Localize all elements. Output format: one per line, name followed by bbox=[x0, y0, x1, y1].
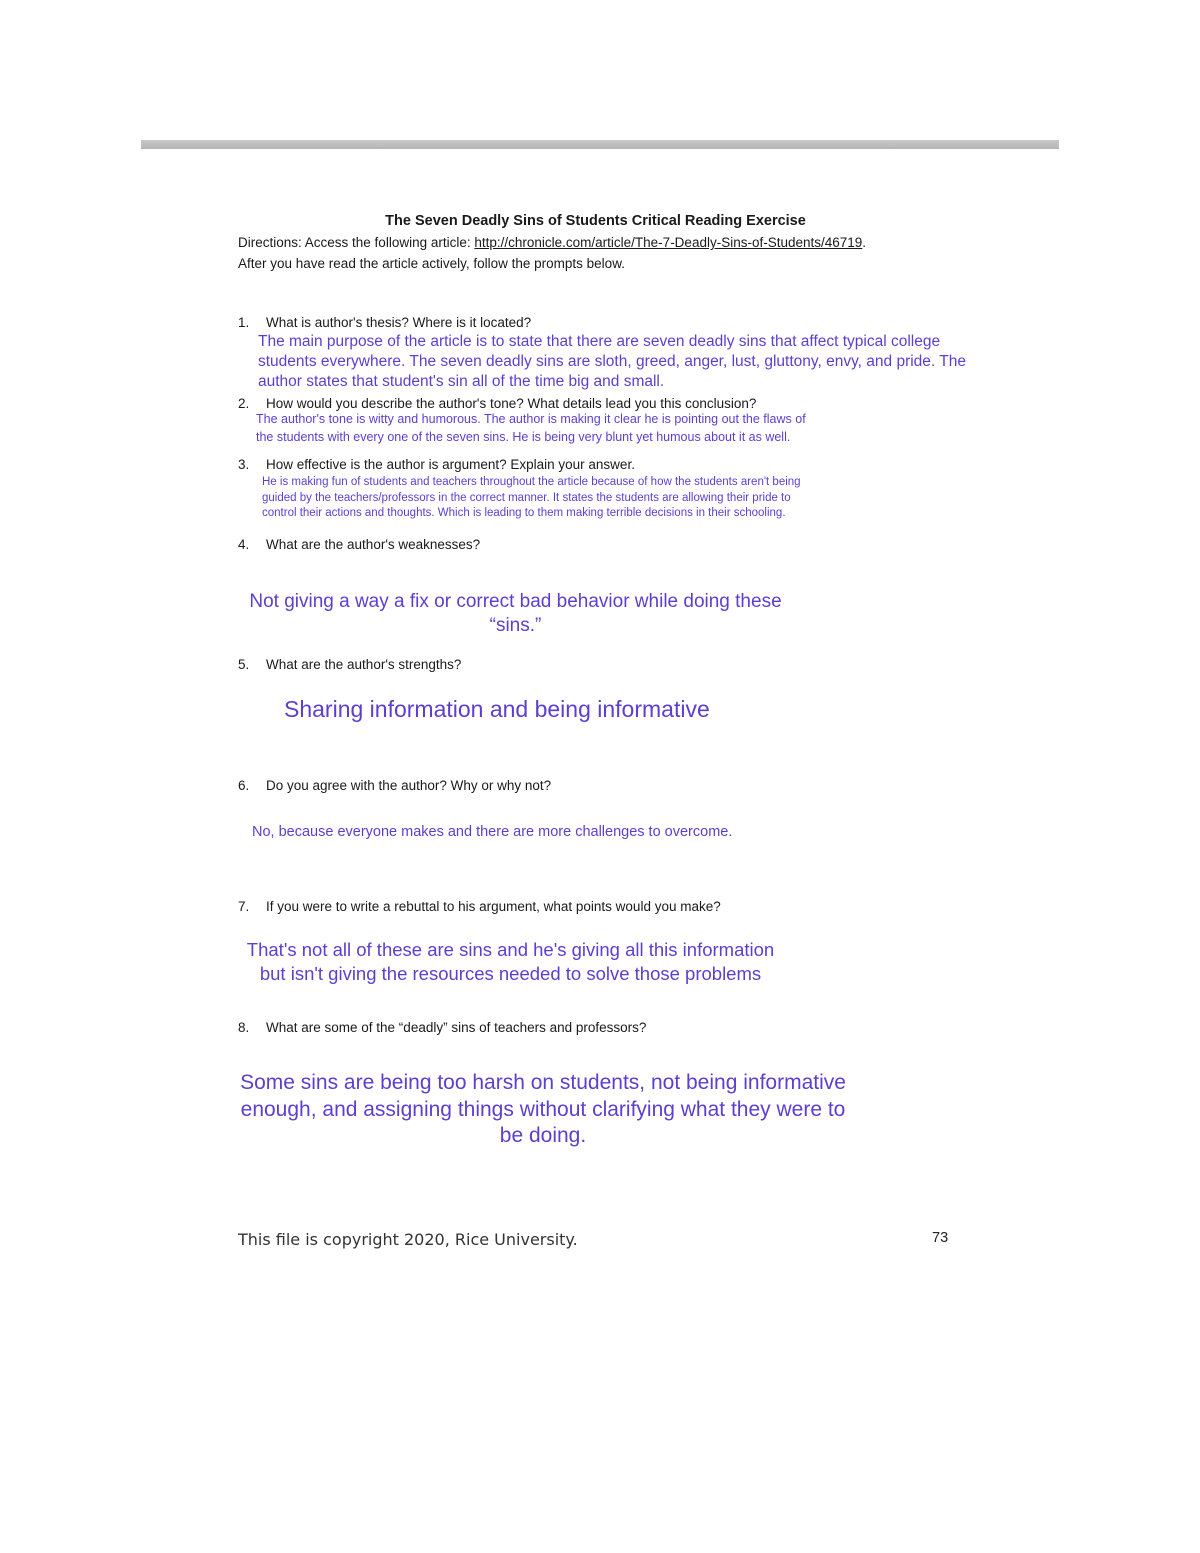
answer-3: He is making fun of students and teachers throughout the article because of how the students aren't being guided by the teachers/professors in the correct manner. It states the students are allowing their pride to control their actions and thoughts. Which is leading to them making terrible decisions in their schooling. bbox=[262, 476, 801, 519]
question-8 bbox=[238, 1020, 646, 1035]
question-6 bbox=[238, 778, 551, 793]
question-number: 5. bbox=[238, 657, 250, 672]
question-text: How would you describe the author's tone? What details lead you this conclusion? bbox=[266, 396, 757, 411]
question-text: If you were to write a rebuttal to his argument, what points would you make? bbox=[266, 899, 721, 914]
answer-1: The main purpose of the article is to state that there are seven deadly sins that affect typical college students everywhere. The seven deadly sins are sloth, greed, anger, lust, gluttony, envy, and pride. The author states that student's sin all of the time big and small. bbox=[258, 333, 966, 390]
question-4 bbox=[238, 537, 480, 552]
top-divider-bar bbox=[141, 140, 1059, 149]
question-text: How effective is the author is argument? Explain your answer. bbox=[266, 457, 635, 472]
answer-6: No, because everyone makes and there are more challenges to overcome. bbox=[252, 824, 733, 840]
copyright-footer: This file is copyright 2020, Rice University. bbox=[238, 1230, 578, 1249]
question-text: What are the author's strengths? bbox=[266, 657, 462, 672]
answer-8: Some sins are being too harsh on students, not being informative enough, and assigning things without clarifying what they were to be doing. bbox=[240, 1071, 846, 1147]
question-5 bbox=[238, 657, 461, 672]
article-link[interactable]: http://chronicle.com/article/The-7-Deadly-Sins-of-Students/46719 bbox=[474, 235, 863, 250]
question-number: 7. bbox=[238, 899, 250, 914]
question-number: 3. bbox=[238, 457, 250, 472]
question-text: What are the author's weaknesses? bbox=[266, 537, 481, 552]
directions-suffix: . bbox=[862, 235, 867, 250]
answer-5: Sharing information and being informative bbox=[284, 696, 710, 722]
question-number: 2. bbox=[238, 396, 250, 411]
document-title: The Seven Deadly Sins of Students Critical Reading Exercise bbox=[385, 213, 806, 229]
question-number: 4. bbox=[238, 537, 250, 552]
question-text: What are some of the “deadly” sins of teachers and professors? bbox=[266, 1020, 647, 1035]
directions-line bbox=[238, 235, 866, 250]
question-number: 6. bbox=[238, 778, 250, 793]
question-text: Do you agree with the author? Why or why not? bbox=[266, 778, 552, 793]
question-7 bbox=[238, 899, 721, 914]
question-number: 8. bbox=[238, 1020, 250, 1035]
page-number: 73 bbox=[932, 1230, 949, 1246]
answer-4: Not giving a way a fix or correct bad behavior while doing these “sins.” bbox=[249, 591, 782, 636]
question-number: 1. bbox=[238, 315, 250, 330]
question-3 bbox=[238, 457, 635, 472]
question-2 bbox=[238, 396, 756, 411]
question-text: What is author's thesis? Where is it located? bbox=[266, 315, 532, 330]
directions-prefix: Directions: Access the following article: bbox=[238, 235, 475, 250]
answer-2: The author's tone is witty and humorous. The author is making it clear he is pointing out the flaws of the students with every one of the seven sins. He is being very blunt yet humous about it as well. bbox=[256, 412, 806, 444]
answer-7: That's not all of these are sins and he's giving all this information but isn't giving the resources needed to solve those problems bbox=[246, 939, 775, 984]
question-1 bbox=[238, 315, 531, 330]
directions-line-2: After you have read the article actively, follow the prompts below. bbox=[238, 256, 625, 271]
